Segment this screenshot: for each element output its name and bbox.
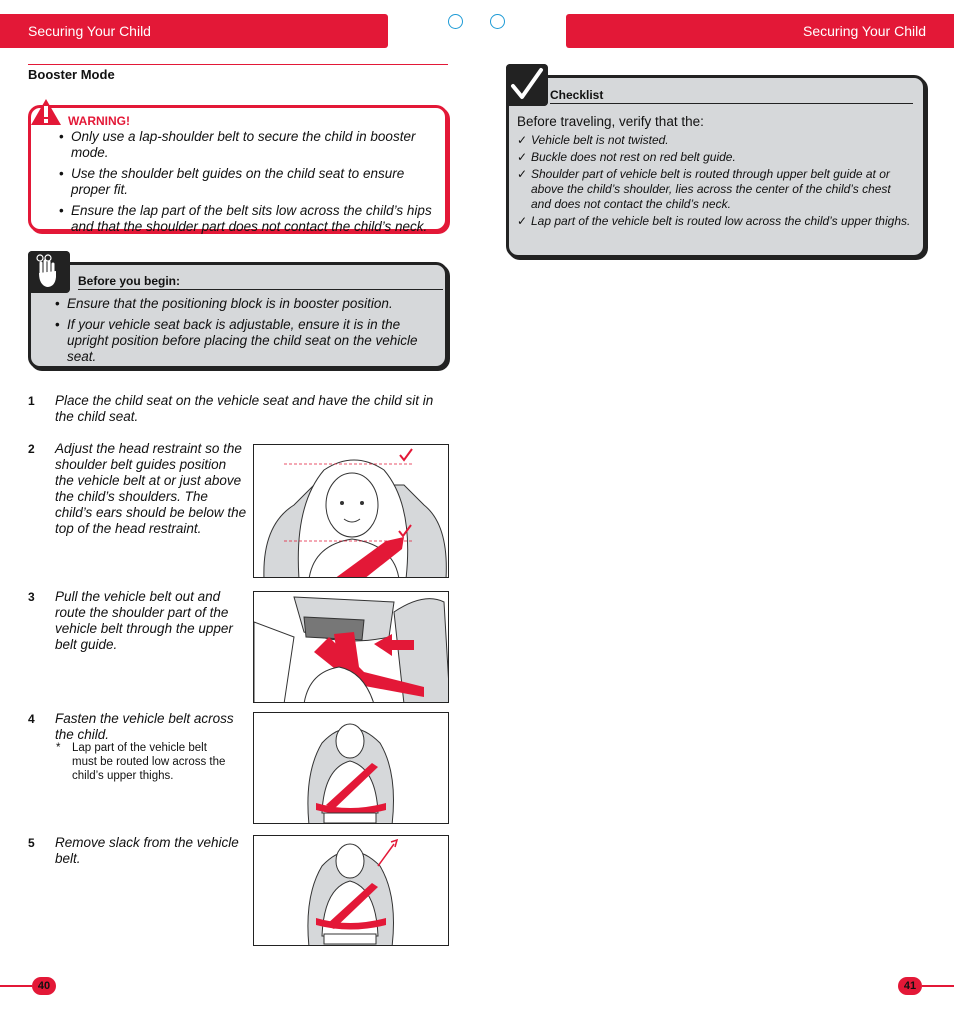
step-text: Fasten the vehicle belt across the child. <box>55 711 234 742</box>
figure-remove-slack <box>253 835 449 946</box>
checklist-box <box>506 75 926 258</box>
checklist-list <box>517 133 912 231</box>
checklist-item: ✓ Shoulder part of vehicle belt is routed through upper belt guide at or above the child’s shoulder, lies across the center of the child’s chest and does not contact the child’s neck. <box>517 167 912 212</box>
step-text: Remove slack from the vehicle belt. <box>55 835 239 866</box>
header-left <box>0 14 388 48</box>
page-number-right: 41 <box>898 977 922 995</box>
hand-reminder-icon <box>28 251 70 293</box>
page-bar-right <box>922 985 954 987</box>
warning-item: • Use the shoulder belt guides on the child seat to ensure proper fit. <box>59 166 444 198</box>
before-list <box>55 296 445 370</box>
registration-mark-right <box>490 14 505 29</box>
before-item: • Ensure that the positioning block is in booster position. <box>55 296 445 312</box>
step-text: Adjust the head restraint so the shoulder belt guides position the vehicle belt at or just above the child’s shoulders. The child’s ears should be below the top of the head restraint. <box>55 441 247 536</box>
header-left-title: Securing Your Child <box>28 23 151 39</box>
step-number: 4 <box>28 712 35 726</box>
figure-fasten-belt <box>253 712 449 824</box>
step-number: 3 <box>28 590 35 604</box>
warning-icon <box>30 98 62 126</box>
step-number: 2 <box>28 442 35 456</box>
header-right-title: Securing Your Child <box>803 23 926 39</box>
figure-belt-guide <box>253 591 449 703</box>
before-item: • If your vehicle seat back is adjustable, ensure it is in the upright position before placing the child seat on the vehicle seat. <box>55 317 445 365</box>
warning-list <box>59 129 444 240</box>
section-title: Booster Mode <box>28 64 448 82</box>
step-text: Place the child seat on the vehicle seat and have the child sit in the child seat. <box>55 393 434 424</box>
figure-head-restraint <box>253 444 449 578</box>
checklist-item: ✓ Lap part of the vehicle belt is routed low across the child’s upper thighs. <box>517 214 912 229</box>
warning-item: • Ensure the lap part of the belt sits low across the child’s hips and that the shoulder part does not contact the child’s neck. <box>59 203 444 235</box>
step-number: 1 <box>28 394 35 408</box>
step-number: 5 <box>28 836 35 850</box>
step-text: Pull the vehicle belt out and route the shoulder part of the vehicle belt through the upper belt guide. <box>55 589 233 652</box>
checklist-item: ✓ Buckle does not rest on red belt guide. <box>517 150 912 165</box>
warning-item: • Only use a lap-shoulder belt to secure the child in booster mode. <box>59 129 444 161</box>
checkmark-icon <box>506 64 548 106</box>
checklist-label: Checklist <box>550 88 913 104</box>
registration-mark-left <box>448 14 463 29</box>
checklist-intro: Before traveling, verify that the: <box>517 114 704 129</box>
checklist-item: ✓ Vehicle belt is not twisted. <box>517 133 912 148</box>
page-bar-left <box>0 985 32 987</box>
before-label: Before you begin: <box>78 274 443 290</box>
before-box <box>28 262 448 369</box>
note-marker: * <box>56 742 61 754</box>
warning-label: WARNING! <box>68 114 130 128</box>
page-number-left: 40 <box>32 977 56 995</box>
header-right <box>566 14 954 48</box>
warning-box <box>28 105 448 232</box>
note-text: Lap part of the vehicle belt must be routed low across the child’s upper thighs. <box>72 742 226 782</box>
